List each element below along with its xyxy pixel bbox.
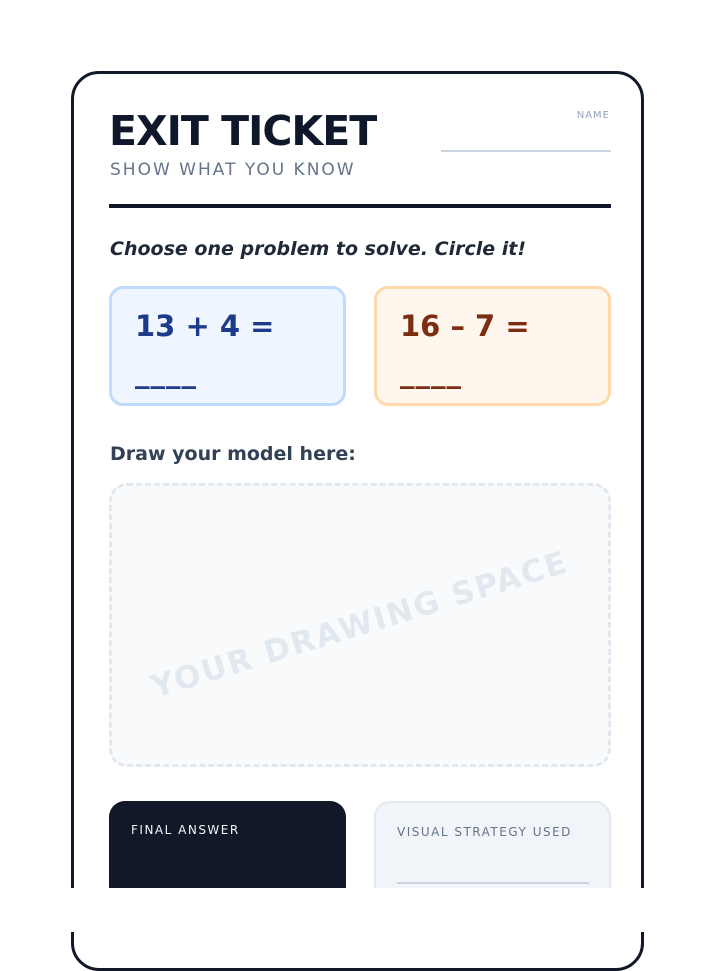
header-divider — [109, 204, 611, 208]
problem-equation: 16 – 7 = — [400, 309, 530, 343]
strategy-field[interactable] — [397, 882, 589, 884]
page-subtitle: SHOW WHAT YOU KNOW — [110, 160, 356, 180]
page-bottom-edge — [0, 888, 720, 932]
problem-card-addition[interactable] — [109, 286, 346, 406]
drawing-area[interactable] — [109, 483, 611, 767]
name-label: NAME — [576, 110, 610, 121]
instruction-text: Choose one problem to solve. Circle it! — [110, 238, 526, 260]
problem-equation: 13 + 4 = — [135, 309, 275, 343]
drawing-watermark: YOUR DRAWING SPACE — [147, 544, 573, 706]
final-answer-label: FINAL ANSWER — [131, 823, 240, 837]
name-field[interactable] — [441, 150, 611, 152]
strategy-label: VISUAL STRATEGY USED — [397, 825, 572, 839]
problem-card-subtraction[interactable] — [374, 286, 611, 406]
answer-blank: ____ — [135, 355, 197, 389]
answer-blank: ____ — [400, 355, 462, 389]
drawing-label: Draw your model here: — [110, 443, 356, 465]
page-title: EXIT TICKET — [109, 107, 377, 155]
